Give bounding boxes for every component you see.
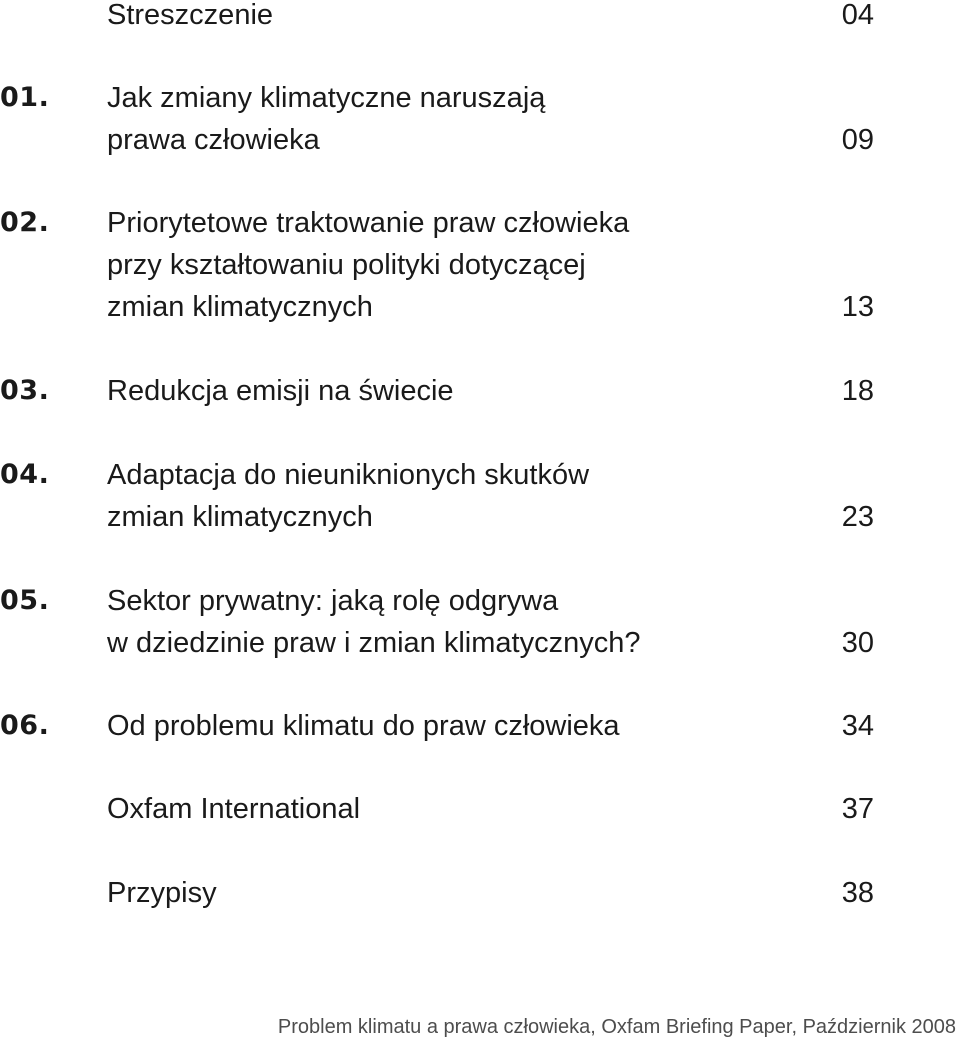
- toc-entry-page: 18: [841, 375, 874, 407]
- toc-entry-title: [107, 370, 807, 412]
- toc-entry-title-line: zmian klimatycznych: [107, 291, 373, 323]
- toc-entry-title: [107, 788, 807, 830]
- toc-entry-page: 30: [841, 627, 874, 659]
- toc-entry-title: [107, 77, 807, 161]
- toc-entry-title-line: Od problemu klimatu do praw człowieka: [107, 710, 620, 742]
- toc-entry-page: 38: [841, 877, 874, 909]
- toc-entry-number: 04.: [0, 459, 50, 490]
- toc-entry-number: 02.: [0, 207, 50, 238]
- toc-entry-title: [107, 202, 807, 328]
- toc-entry-title-line: prawa człowieka: [107, 124, 320, 156]
- toc-entry-title-line: Przypisy: [107, 877, 217, 909]
- toc-entry-number: 03.: [0, 375, 50, 406]
- toc-entry-title-line: zmian klimatycznych: [107, 501, 373, 533]
- page-footer: Problem klimatu a prawa człowieka, Oxfam Briefing Paper, Październik 2008: [277, 1016, 956, 1038]
- toc-entry-page: 34: [841, 710, 874, 742]
- toc-entry-title-line: Redukcja emisji na świecie: [107, 375, 454, 407]
- toc-entry-page: 09: [841, 124, 874, 156]
- toc-entry-number: 05.: [0, 585, 50, 616]
- toc-entry-page: 13: [841, 291, 874, 323]
- toc-entry-title-line: Streszczenie: [107, 0, 274, 31]
- toc-entry-title-line: przy kształtowaniu polityki dotyczącej: [107, 249, 586, 281]
- toc-entry-title-line: Sektor prywatny: jaką rolę odgrywa: [107, 585, 559, 617]
- toc-entry-title: [107, 872, 807, 914]
- toc-entry-title: [107, 580, 807, 664]
- toc-entry-page: 37: [841, 793, 874, 825]
- toc-entry-title-line: Priorytetowe traktowanie praw człowieka: [107, 207, 630, 239]
- toc-entry-page: 04: [841, 0, 874, 31]
- toc-entry-title: [107, 705, 807, 747]
- toc-entry-number: 06.: [0, 710, 50, 741]
- toc-entry-title-line: Oxfam International: [107, 793, 361, 825]
- toc-entry-title: [107, 454, 807, 538]
- toc-entry-title-line: w dziedzinie praw i zmian klimatycznych?: [107, 627, 641, 659]
- toc-entry-page: 23: [841, 501, 874, 533]
- toc-entry-title: [107, 0, 807, 36]
- toc-entry-title-line: Jak zmiany klimatyczne naruszają: [107, 82, 546, 114]
- toc-entry-title-line: Adaptacja do nieuniknionych skutków: [107, 459, 590, 491]
- toc-entry-number: 01.: [0, 82, 50, 113]
